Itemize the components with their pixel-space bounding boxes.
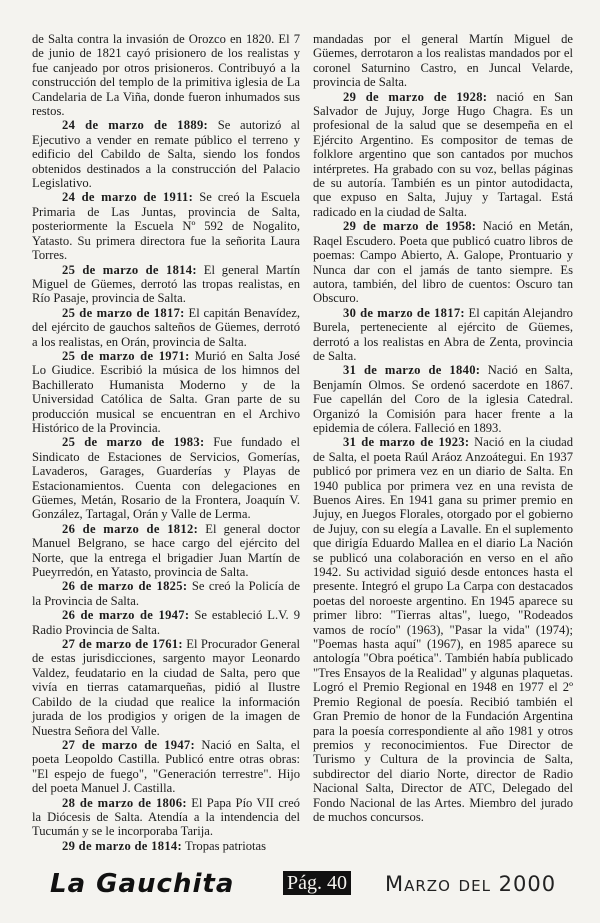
entry-text: Nació en Metán, Raqel Escudero. Poeta que publicó cuatro libros de poemas: Campo Abierto, A. Galope, Prontuario y Nunca dar con el jamás de tanto siempre. Es autora, también, del libro de cuentos: Oscuro tan Obscuro. <box>313 219 573 306</box>
entry-text: Se creó la Escuela Primaria de Las Juntas, provincia de Salta, posteriormente la Escuela Nº 592 de Nogalito, Yatasto. Su primera directora fue la señorita Laura Torres. <box>32 190 300 263</box>
entry-paragraph <box>313 435 573 824</box>
entry-text: Fue fundado el Sindicato de Estaciones de Servicios, Gomerías, Lavaderos, Garages, Guarderías y Playas de Estacionamientos. Cuenta con delegaciones en Güemes, Metán, Rosario de la Frontera, Joaquín V. González, Tartagal, Orán y Valle de Lerma. <box>32 435 300 522</box>
entry-text: Se estableció L.V. 9 Radio Provincia de Salta. <box>32 608 300 637</box>
entry-paragraph <box>32 435 300 521</box>
entry-text: mandadas por el general Martín Miguel de Güemes, derrotaron a los realistas mandados por el coronel Saturnino Castro, en Juncal Velarde, provincia de Salta. <box>313 32 573 90</box>
entry-text: El capitán Benavídez, del ejército de gauchos salteños de Güemes, derrotó a los realistas, en Orán, provincia de Salta. <box>32 305 300 349</box>
entry-date: 25 de marzo de 1817: <box>62 305 185 320</box>
entry-paragraph <box>32 522 300 580</box>
entry-paragraph <box>32 579 300 608</box>
entry-date: 27 de marzo de 1761: <box>62 637 183 652</box>
entry-text: El Papa Pío VII creó la Diócesis de Salta. Atendía a la intendencia del Tucumán y se le incorporaba Tarija. <box>32 795 300 839</box>
entry-date: 27 de marzo de 1947: <box>62 737 196 752</box>
page-footer <box>50 869 570 903</box>
entry-date: 26 de marzo de 1947: <box>62 608 190 623</box>
entry-paragraph <box>32 637 300 738</box>
entry-text: nació en San Salvador de Jujuy, Jorge Hugo Chagra. Es un profesional de la salud que se desempeña en el Ejército Argentino. Es compositor de temas de folklore argentino que son cantados por muchos intérpretes. Ha grabado con su voz, bellas páginas de su autoría. También es un pintor autodidacta, que expuso en Salta, Jujuy y Tartagal. Está radicado en la ciudad de Salta. <box>313 89 573 219</box>
right-column <box>313 32 573 824</box>
entry-date: 31 de marzo de 1923: <box>343 435 470 450</box>
entry-date: 26 de marzo de 1825: <box>62 579 188 594</box>
entry-date: 29 de marzo de 1928: <box>343 89 488 104</box>
entry-paragraph <box>32 608 300 637</box>
entry-text: Nació en Salta, Benjamín Olmos. Se ordenó sacerdote en 1867. Fue capellán del Coro de la iglesia Catedral. Organizó la Comisión para hacer frente a la epidemia de cólera. Falleció en 1893. <box>313 363 573 435</box>
entry-paragraph <box>313 306 573 364</box>
entry-paragraph <box>32 349 300 435</box>
entry-text: Murió en Salta José Lo Giudice. Escribió la música de los himnos del Bachillerato Humanista Moderno y de la Universidad Católica de Salta. Gran parte de su producción musical se encuentran en el Archivo Histórico de la Provincia. <box>32 348 300 435</box>
entry-paragraph <box>32 306 300 349</box>
magazine-title: La Gauchita <box>50 869 235 900</box>
entry-text: El capitán Alejandro Burela, perteneciente al ejército de Güemes, derrotó a los realistas en Abra de Zenta, provincia de Salta. <box>313 305 573 363</box>
issue-date: Marzo del 2000 <box>385 872 557 897</box>
entry-text: Se creó la Policía de la Provincia de Salta. <box>32 579 300 608</box>
left-column <box>32 32 300 853</box>
entry-date: 26 de marzo de 1812: <box>62 521 199 536</box>
entry-text: Nació en la ciudad de Salta, el poeta Raúl Aráoz Anzoátegui. En 1937 publicó por primera vez en un diario de Salta. En 1940 publica por primera vez en una revista de Buenos Aires. En 1941 gana su primer premio en Jujuy, en Juegos Florales, otorgado por el gobierno de Jujuy, con su elegía a Lavalle. En el suplemento que dirigía Eduardo Mallea en el diario La Nación se publicó una colaboración en verso en el año 1942. Su actividad siguió desde entonces hasta el presente. Integró el grupo La Carpa con destacados poetas del noroeste argentino. En 1945 aparece su primer libro: "Tierras altas", luego, "Rodeados vamos de rocío" (1963), "Pasar la vida" (1974); "Poemas hasta aquí" (1967), en 1985 aparece su antología "Obra poética". También había publicado "Tres Ensayos de la Realidad" y algunas plaquetas. Logró el Premio Regional en 1948 en 1977 el 2º Premio Regional de poesía. Recibió también el Gran Premio de honor de la Fundación Argentina para la poesía correspondiente al año 1981 y otros premios y reconocimientos. Fue Director de Turismo y Cultura de la provincia de Salta, subdirector del diario Norte, director de Radio Nacional Salta, Director de ATC, Delegado del Fondo Nacional de las Artes. Miembro del jurado de muchos concursos. <box>313 435 573 824</box>
entry-paragraph <box>313 90 573 220</box>
entry-paragraph <box>32 263 300 306</box>
entry-date: 24 de marzo de 1889: <box>62 118 209 133</box>
entry-text: El Procurador General de estas jurisdicciones, sargento mayor Leonardo Valdez, feudatario en la ciudad de Salta, pero que vivía en tierras catamarqueñas, pidió al Ilustre Cabildo de la ciudad que realice la información jurada de los prodigios y origen de la imagen de Nuestra Señora del Valle. <box>32 637 300 738</box>
entry-date: 24 de marzo de 1911: <box>62 190 194 205</box>
continued-paragraph <box>313 32 573 90</box>
entry-date: 25 de marzo de 1983: <box>62 435 205 450</box>
entry-paragraph <box>32 118 300 190</box>
entry-text: de Salta contra la invasión de Orozco en 1820. El 7 de junio de 1821 cayó prisionero de los realistas y fue canjeado por otros prisioneros. Contribuyó a la construcción del templo de la primitiva iglesia de La Candelaria de La Viña, donde fueron inhumados sus restos. <box>32 32 300 119</box>
entry-text: Tropas patriotas <box>184 838 266 853</box>
entry-date: 28 de marzo de 1806: <box>62 795 187 810</box>
entry-paragraph <box>313 363 573 435</box>
entry-date: 30 de marzo de 1817: <box>343 305 465 320</box>
entry-paragraph <box>32 190 300 262</box>
entry-text: Nació en Salta, el poeta Leopoldo Castilla. Publicó entre otras obras: "El espejo de fuego", "Generación terrestre". Hijo del poeta Manuel J. Castilla. <box>32 737 300 796</box>
entry-text: El general Martín Miguel de Güemes, derrotó las tropas realistas, en Río Pasaje, provincia de Salta. <box>32 262 300 306</box>
entry-paragraph <box>32 839 300 853</box>
entry-text: Se autorizó al Ejecutivo a vender en remate público el terreno y edificio del Cabildo de Salta, siendo los fondos obtenidos destinados a la construcción del Palacio Legislativo. <box>32 118 300 191</box>
entry-date: 31 de marzo de 1840: <box>343 363 481 378</box>
entry-paragraph <box>32 738 300 796</box>
entry-paragraph <box>32 796 300 839</box>
entry-text: El general doctor Manuel Belgrano, se hace cargo del ejército del Norte, que la entrega el brigadier Juan Martín de Pueyrredón, en Yatasto, provincia de Salta. <box>32 521 300 580</box>
entry-paragraph <box>313 219 573 305</box>
continued-paragraph <box>32 32 300 118</box>
entry-date: 29 de marzo de 1814: <box>62 838 183 853</box>
page-number: Pág. 40 <box>283 871 351 895</box>
entry-date: 25 de marzo de 1814: <box>62 262 197 277</box>
entry-date: 25 de marzo de 1971: <box>62 348 190 363</box>
entry-date: 29 de marzo de 1958: <box>343 219 477 234</box>
